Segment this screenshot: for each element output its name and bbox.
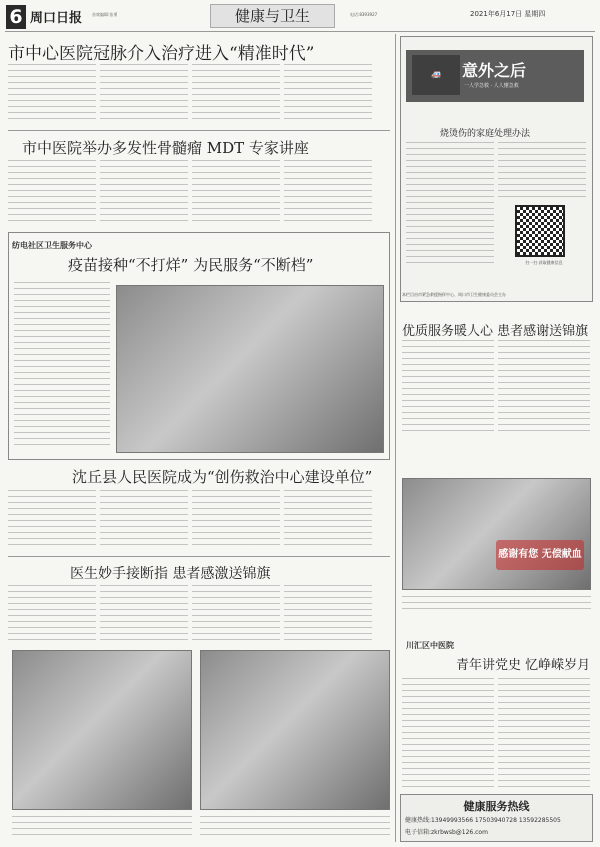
qr-caption: 扫一扫 获取健康信息	[525, 260, 563, 265]
date: 2021年6月17日	[470, 10, 523, 18]
article1-body	[192, 64, 280, 124]
article5-photo-left	[12, 650, 192, 810]
hotline-phone: 健康热线:13949993566 17503940728 13592285505	[405, 817, 561, 824]
article5-photo-right	[200, 650, 390, 810]
article2-body	[284, 160, 372, 226]
article4-headline: 沈丘县人民医院成为“创伤救治中心建设单位”	[72, 468, 373, 486]
article5-body	[100, 585, 188, 643]
article2-body	[8, 160, 96, 226]
sidebar-footer-note: 本栏目由市紧急救援指挥中心、周口市卫生健康委员会主办	[402, 292, 506, 297]
article6-body	[402, 340, 494, 436]
article2-body	[192, 160, 280, 226]
article5-caption-right	[200, 816, 390, 838]
article1-body	[284, 64, 372, 124]
donation-banner	[496, 540, 584, 570]
section-title-box	[210, 4, 335, 28]
hotline-title: 健康服务热线	[463, 800, 530, 813]
paper-name: 周口日报	[30, 11, 83, 26]
sidebar-article-body	[406, 142, 494, 268]
article7-headline: 青年讲党史 忆峥嵘岁月	[456, 658, 591, 673]
divider	[8, 556, 390, 557]
article4-body	[192, 490, 280, 550]
weekday: 星期四	[524, 10, 546, 18]
article3-headline: 疫苗接种“不打烊” 为民服务“不断档”	[68, 256, 314, 274]
article2-headline: 市中医院举办多发性骨髓瘤 MDT 专家讲座	[22, 139, 309, 157]
article5-caption-left	[12, 816, 192, 838]
phone-line: 电话:8393927	[350, 12, 378, 17]
article6-body	[498, 340, 590, 436]
hotline-box	[400, 794, 593, 842]
masthead-rule	[5, 31, 595, 32]
divider	[8, 130, 390, 131]
article2-body	[100, 160, 188, 226]
hotline-email[interactable]: 电子信箱:zkrbwsb@126.com	[405, 829, 488, 836]
article5-body	[284, 585, 372, 643]
qr-code[interactable]	[515, 205, 565, 257]
column-separator	[395, 34, 396, 842]
article3-kicker: 纺电社区卫生服务中心	[12, 241, 92, 250]
article3-body	[14, 282, 110, 450]
article6-photo	[402, 478, 591, 590]
donation-banner-text: 感谢有您 无偿献血	[498, 549, 582, 560]
article4-body	[100, 490, 188, 550]
article4-body	[284, 490, 372, 550]
page-number: 6	[6, 5, 26, 29]
article1-headline: 市中心医院冠脉介入治疗进入“精准时代”	[8, 44, 315, 64]
article7-kicker: 川汇区中医院	[406, 641, 454, 650]
article6-headline: 优质服务暖人心 患者感谢送锦旗	[402, 324, 589, 339]
banner-title: 意外之后	[462, 61, 527, 80]
article7-body	[402, 678, 494, 788]
article4-body	[8, 490, 96, 550]
article6-caption	[402, 596, 591, 612]
article3-photo	[116, 285, 384, 453]
article1-body	[100, 64, 188, 124]
article5-body	[192, 585, 280, 643]
sidebar-article-body	[498, 142, 586, 202]
banner-subtitle: 一人学急救 · 人人懂急救	[464, 83, 519, 89]
article7-body	[498, 678, 590, 788]
issue-date	[470, 9, 545, 19]
editor-line: 首席编辑:张勇	[92, 12, 118, 17]
article5-headline: 医生妙手接断指 患者感激送锦旗	[70, 566, 271, 582]
article1-body	[8, 64, 96, 124]
article5-body	[8, 585, 96, 643]
ambulance-icon: 🚑	[412, 55, 460, 95]
sidebar-article-title: 烧烫伤的家庭处理办法	[440, 129, 531, 139]
section-title: 健康与卫生	[234, 7, 310, 25]
